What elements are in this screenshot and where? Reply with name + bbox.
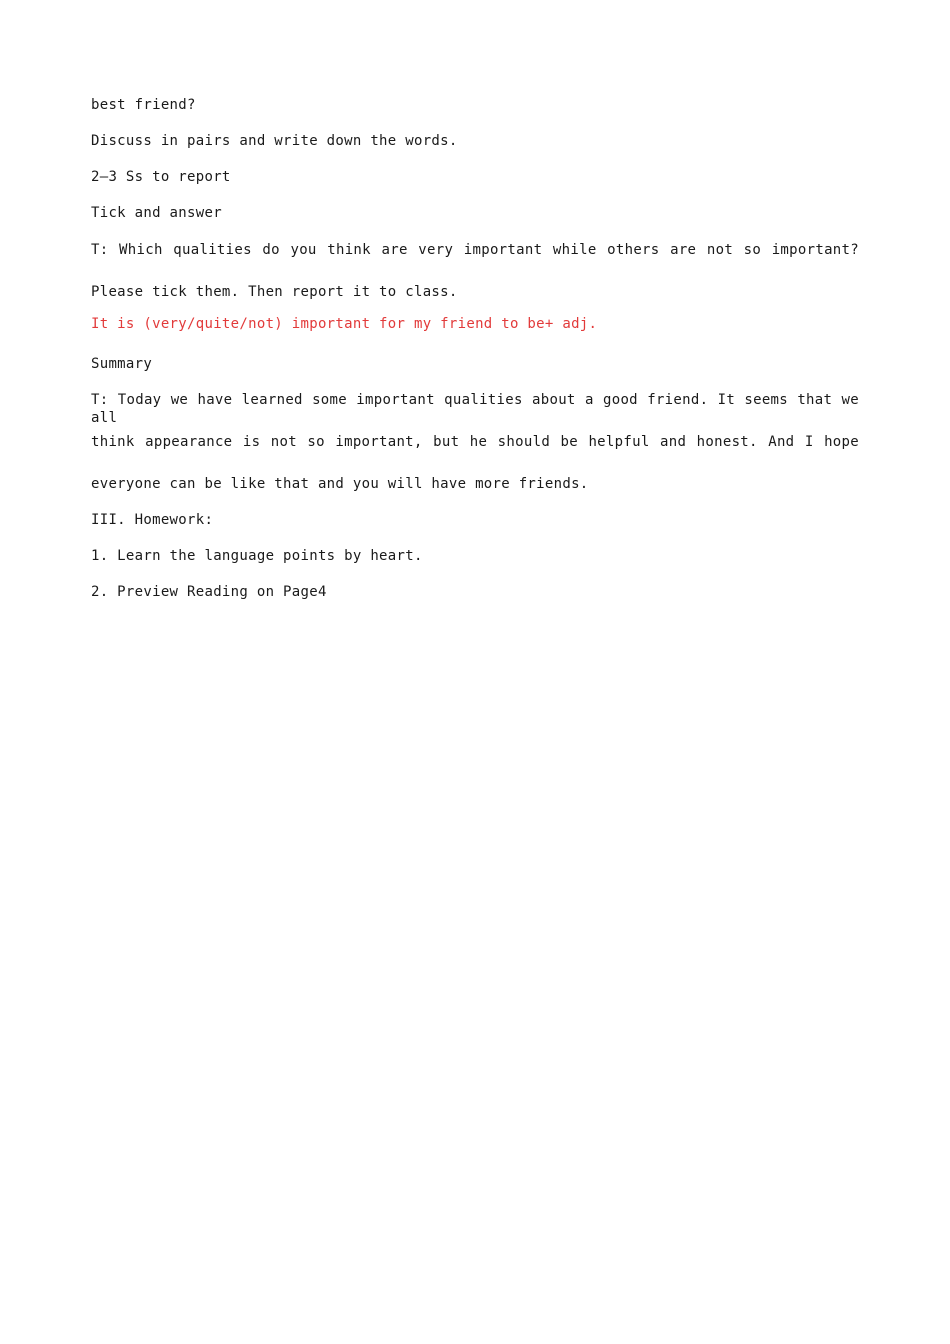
text-line-question: T: Which qualities do you think are very important while others are not so important? — [91, 242, 859, 258]
homework-item: 1. Learn the language points by heart. — [91, 548, 423, 564]
text-line: best friend? — [91, 97, 196, 113]
text-line: 2—3 Ss to report — [91, 169, 231, 185]
text-line: Please tick them. Then report it to class. — [91, 284, 458, 300]
text-line: Discuss in pairs and write down the words. — [91, 133, 458, 149]
homework-item: 2. Preview Reading on Page4 — [91, 584, 327, 600]
summary-line: everyone can be like that and you will have more friends. — [91, 476, 589, 492]
summary-line: think appearance is not so important, but he should be helpful and honest. And I hope — [91, 434, 859, 450]
sentence-pattern-red: It is (very/quite/not) important for my friend to be+ adj. — [91, 316, 598, 332]
text-line: Tick and answer — [91, 205, 222, 221]
section-heading-summary: Summary — [91, 356, 153, 372]
summary-line: T: Today we have learned some important qualities about a good friend. It seems that we all — [91, 392, 859, 426]
section-heading-homework: III. Homework: — [91, 512, 214, 528]
